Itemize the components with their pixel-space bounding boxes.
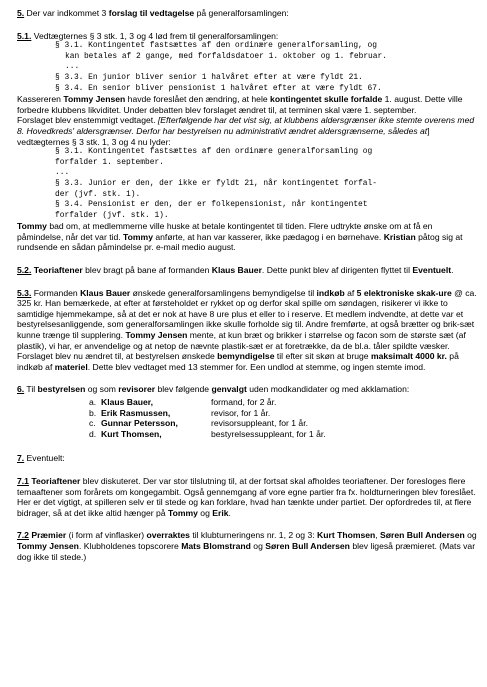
text: ønskede generalforsamlingens bemyndigelse til [130, 287, 317, 298]
person-name: Tommy Jensen [17, 540, 79, 551]
role: revisorsuppleant, for 1 år. [211, 418, 308, 429]
quote-line: § 3.1. Kontingentet fastsættes af den ordinære generalforsamling og [55, 147, 373, 157]
section-number: 5.2. [17, 265, 32, 276]
list-item [17, 397, 477, 408]
section-7-2 [17, 530, 477, 562]
person-name: Gunnar Petersson, [101, 418, 178, 429]
text: Der var indkommet 3 [24, 8, 109, 18]
text: blev følgende [155, 384, 212, 395]
person-name: Erik Rasmussen, [101, 407, 171, 418]
text: ] vedtægternes § 3 stk. 1, 3 og 4 nu lyder: [17, 125, 430, 147]
text: . Dette punkt blev af dirigenten flyttet til [261, 265, 413, 276]
list-item [17, 429, 477, 440]
text-bold: indkøb [316, 287, 345, 298]
text: , [375, 530, 381, 541]
text: Eventuelt: [24, 453, 65, 464]
section-number: 5. [17, 8, 25, 18]
person-name: Tommy [123, 231, 153, 242]
text: og [250, 540, 266, 551]
paragraph-adopted [17, 115, 477, 147]
text: blev bragt på bane af formanden [82, 265, 212, 276]
text: til efter sit skøn at bruge [274, 351, 371, 362]
text: . [451, 265, 454, 276]
text-bold: Teoriaftener [31, 475, 81, 486]
section-5-2 [17, 265, 477, 276]
text: (i form af vinflasker) [66, 530, 147, 541]
old-bylaws-quote [17, 41, 477, 94]
quote-line: forfalder (jvf. stk. 1). [55, 210, 169, 220]
text: på generalforsamlingen: [194, 8, 289, 18]
section-number: 7.1 [17, 475, 29, 486]
person-name: Klaus Bauer [80, 287, 131, 298]
text-bold: kontingentet skulle forfalde [270, 94, 383, 105]
elected-list [17, 397, 477, 439]
text: påtog sig at rundsende en sådan påmindelse pr. e-mail medio august. [17, 231, 463, 253]
text-bold: Teoriaftener [33, 265, 83, 276]
text: på indkøb af [17, 351, 459, 372]
list-marker: d. [89, 428, 97, 439]
section-5 [17, 8, 477, 19]
person-name: Tommy [167, 507, 198, 518]
list-marker: a. [89, 397, 97, 407]
person-name: Tommy Jensen [63, 94, 126, 105]
text-bold: Eventuelt [412, 265, 452, 276]
text: blev ligeså præmieret. (Mats var dog ikke til stede.) [17, 540, 476, 562]
text: havde foreslået den ændring, at hele [125, 94, 271, 105]
text: Vedtægternes § 3 stk. 1, 3 og 4 lød frem til generalforsamlingen: [31, 30, 279, 41]
text: anførte, at han var kasserer, ikke pædagog i en børnehave. [152, 231, 384, 242]
role: formand, for 2 år. [211, 397, 277, 407]
text-bold: 5 elektroniske skak-ure [356, 287, 452, 298]
list-marker: b. [89, 407, 97, 418]
person-name: Klaus Bauer [211, 265, 262, 276]
text-bold: overraktes [146, 530, 190, 541]
quote-line: forfalder 1. september. [55, 157, 164, 167]
person-name: Søren Bull Andersen [380, 530, 465, 541]
section-5-3 [17, 288, 477, 352]
section-number: 7. [17, 453, 25, 464]
quote-line: § 3.1. Kontingentet fastsættes af den ordinære generalforsamling, og [55, 41, 377, 51]
text-bold: forslag til vedtagelse [108, 8, 195, 18]
section-7 [17, 453, 477, 464]
list-item [17, 418, 477, 429]
section-number: 6. [17, 384, 25, 395]
text: til klubturneringens nr. 1, 2 og 3: [189, 530, 318, 541]
paragraph-reminder [17, 221, 477, 253]
text: Til [24, 384, 38, 395]
quote-line: § 3.4. En senior bliver pensionist 1 halvåret efter at være fyldt 67. [55, 83, 382, 93]
text-bold: bemyndigelse [217, 351, 275, 362]
text: bad om, at medlemmerne ville huske at betale kontingentet til tiden. Flere udtrykte ønske om at få en påmindelse, når det var tid. [17, 221, 433, 242]
text-bold: Præmier [31, 530, 67, 541]
role: bestyrelsessuppleant, for 1 år. [211, 428, 326, 439]
text: og som [85, 384, 119, 395]
text: af [344, 287, 357, 298]
quote-line: ... [65, 62, 80, 72]
text: Formanden [31, 287, 81, 298]
quote-line: § 3.3. Junior er den, der ikke er fyldt 21, når kontingentet forfal- [55, 178, 377, 188]
person-name: Tommy Jensen [125, 330, 188, 341]
text: Kassereren [17, 94, 64, 105]
person-name: Mats Blomstrand [181, 540, 251, 551]
quote-line: kan betales af 2 gange, med forfaldsdatoer 1. oktober og 1. februar. [65, 51, 387, 61]
text: . [228, 507, 231, 518]
section-6 [17, 384, 477, 395]
section-number: 7.2 [17, 530, 29, 541]
text: og [464, 530, 477, 541]
text-bold: bestyrelsen [37, 384, 86, 395]
text-bold: genvalgt [211, 384, 247, 395]
person-name: Søren Bull Andersen [265, 540, 350, 551]
section-number: 5.3. [17, 287, 32, 298]
text: . Klubholdenes topscorere [78, 540, 182, 551]
text: Forslaget blev nu ændret til, at bestyrelsen ønskede [17, 351, 218, 362]
quote-line: § 3.4. Pensionist er den, der er folkepensionist, når kontingentet [55, 200, 368, 210]
section-7-1 [17, 476, 477, 518]
person-name: Kristian [383, 231, 416, 242]
quote-line: § 3.3. En junior bliver senior 1 halvåret efter at være fyldt 21. [55, 72, 363, 82]
person-name: Klaus Bauer, [101, 397, 154, 407]
text: uden modkandidater og med akklamation: [246, 384, 410, 395]
section-5-1-intro [17, 31, 477, 42]
text: @ ca. 325 kr. Han bemærkede, at efter at førsteholdet er rykket op og derfor skal spille om søndagen, risikerer vi ikke to samtidige hjemmekampe, så at det er nok at have 8 ure plus et eller to i reserve. Et medlem indvendte, at dette var et bestyrelsesanliggende, som generalforsamlingen ikke skulle forholde sig til. Andre fremførte, at også brætter og brik-sæt kunne trænge til supplering. [17, 287, 477, 341]
person-name: Erik [212, 507, 229, 518]
person-name: Tommy [17, 221, 47, 232]
text: mente, at kun bræt og brikker i størrelse og facon som de største sæt (af plastik), vi har, er anvendelige og at netop de nævnte plastik-sæt er at foretrække, da de bl.a. tåler spildte væsker. [17, 330, 466, 351]
person-name: Kurt Thomsen [317, 530, 376, 541]
text: . Dette blev vedtaget med 13 stemmer for. Een undlod at stemme, og ingen stemte imod. [87, 361, 426, 372]
new-bylaws-quote [17, 147, 477, 221]
quote-line: der (jvf. stk. 1). [55, 189, 141, 199]
person-name: Kurt Thomsen, [101, 428, 162, 439]
role: revisor, for 1 år. [211, 407, 271, 418]
section-number: 5.1. [17, 30, 32, 41]
paragraph-mandate [17, 351, 477, 372]
list-item [17, 408, 477, 419]
text-bold: maksimalt 4000 kr. [370, 351, 447, 362]
text: blev diskuteret. Der var stor tilslutning til, at der fortsat skal afholdes teoriaftener. Der foresloges flere temaaftener som forårets om kongegambit. Også gennemgang af vore egne partier fra fx. holdturneringen blev foreslået. Her er det vigtigt, at spilleren selv er til stede og kan forklare, hvad han tænkte under partiet. Der opfordredes til, at flere bidrager, så at det ikke altid hænger på [17, 475, 476, 518]
quote-line: ... [55, 168, 70, 178]
text-bold: revisorer [118, 384, 156, 395]
paragraph-treasurer-proposal [17, 94, 477, 115]
text: og [197, 507, 213, 518]
text: 1. august. Dette ville forbedre klubbens likviditet. Under debatten blev forslaget ændret til, at terminen skal være 1. september. [17, 94, 463, 115]
list-marker: c. [89, 418, 96, 429]
text-bold: materiel [54, 361, 88, 372]
text-italic: [Efterfølgende har det vist sig, at klubbens aldersgrænser ikke stemte overens med 8. Hovedkreds' aldersgrænser. Derfor har bestyrelsen nu administrativt ændret aldersgrænserne, således at [17, 115, 475, 136]
text: Forslaget blev enstemmigt vedtaget. [17, 115, 158, 126]
